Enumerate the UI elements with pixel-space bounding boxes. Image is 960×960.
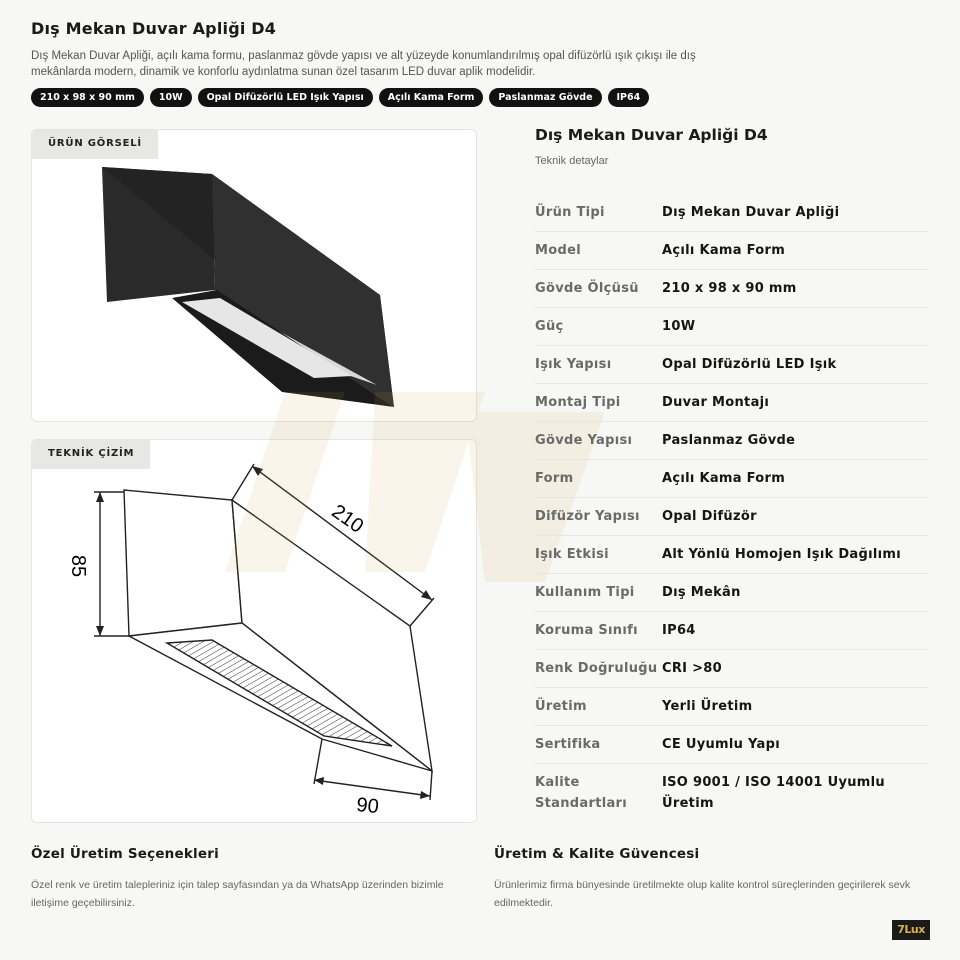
spec-row xyxy=(535,346,928,384)
dim-depth-line xyxy=(314,780,430,796)
tag-dimensions: 210 x 98 x 90 mm xyxy=(31,88,144,107)
drawing-side-face xyxy=(124,490,242,636)
spec-value: ISO 9001 / ISO 14001 Uyumlu Üretim xyxy=(662,775,885,811)
spec-row xyxy=(535,688,928,726)
spec-key: Renk Doğruluğu xyxy=(535,661,658,676)
spec-value: CRI >80 xyxy=(662,661,722,676)
tag-light: Opal Difüzörlü LED Işık Yapısı xyxy=(198,88,373,107)
brand-logo[interactable]: 7Lux xyxy=(892,920,930,940)
page-description: Dış Mekan Duvar Apliği, açılı kama formu, paslanmaz gövde yapısı ve alt yüzeyde konumlandırılmış opal difüzörlü ışık çıkışı ile dış mekânlarda modern, dinamik ve konforlu aydınlatma sunan özel tasarım LED duvar aplik modelidir. xyxy=(31,50,696,78)
tag-form: Açılı Kama Form xyxy=(379,88,484,107)
spec-key: Gövde Yapısı xyxy=(535,433,633,448)
spec-row xyxy=(535,612,928,650)
product-photo xyxy=(32,130,477,422)
spec-value: Dış Mekân xyxy=(662,585,741,600)
spec-value: Alt Yönlü Homojen Işık Dağılımı xyxy=(662,547,901,562)
spec-value: Açılı Kama Form xyxy=(662,243,786,258)
spec-value: IP64 xyxy=(662,623,696,638)
spec-value: 210 x 98 x 90 mm xyxy=(662,281,797,296)
spec-row xyxy=(535,764,928,822)
spec-value: Duvar Montajı xyxy=(662,395,770,410)
spec-key: Gövde Ölçüsü xyxy=(535,281,639,296)
spec-key: Işık Etkisi xyxy=(535,547,609,562)
dim-height-text: 85 xyxy=(67,554,89,578)
spec-row xyxy=(535,726,928,764)
spec-key: Ürün Tipi xyxy=(535,205,605,220)
spec-value: 10W xyxy=(662,319,696,334)
spec-value: Yerli Üretim xyxy=(662,699,753,714)
tag-body: Paslanmaz Gövde xyxy=(489,88,601,107)
spec-row xyxy=(535,232,928,270)
tag-ip: IP64 xyxy=(608,88,650,107)
spec-key: Kalite Standartları xyxy=(535,775,628,811)
spec-key: Montaj Tipi xyxy=(535,395,621,410)
spec-key: Form xyxy=(535,471,574,486)
page-title: Dış Mekan Duvar Apliği D4 xyxy=(31,19,277,38)
spec-key: Difüzör Yapısı xyxy=(535,509,640,524)
spec-row xyxy=(535,536,928,574)
spec-row xyxy=(535,574,928,612)
tag-power: 10W xyxy=(150,88,192,107)
spec-row xyxy=(535,270,928,308)
product-photo-panel xyxy=(31,129,477,422)
dim-length-text: 210 xyxy=(327,500,368,538)
spec-value: Paslanmaz Gövde xyxy=(662,433,796,448)
spec-value: CE Uyumlu Yapı xyxy=(662,737,780,752)
product-photo-label: ÜRÜN GÖRSELİ xyxy=(32,130,158,159)
specs-title: Dış Mekan Duvar Apliği D4 xyxy=(535,126,768,144)
dim-depth-text: 90 xyxy=(355,793,380,819)
spec-value: Opal Difüzör xyxy=(662,509,757,524)
custom-production-title: Özel Üretim Seçenekleri xyxy=(31,846,219,862)
spec-row xyxy=(535,650,928,688)
spec-row xyxy=(535,384,928,422)
custom-production-text: Özel renk ve üretim talepleriniz için talep sayfasından ya da WhatsApp üzerinden bizimle iletişime geçebilirsiniz. xyxy=(31,879,444,909)
specs-subtitle: Teknik detaylar xyxy=(535,155,609,167)
spec-row xyxy=(535,460,928,498)
technical-drawing-panel xyxy=(31,439,477,823)
tag-list xyxy=(31,88,649,107)
spec-value: Açılı Kama Form xyxy=(662,471,786,486)
spec-key: Koruma Sınıfı xyxy=(535,623,638,638)
spec-row xyxy=(535,422,928,460)
spec-key: Kullanım Tipi xyxy=(535,585,635,600)
spec-key: Sertifika xyxy=(535,737,601,752)
technical-drawing xyxy=(32,440,477,823)
spec-row xyxy=(535,194,928,232)
quality-text: Ürünlerimiz firma bünyesinde üretilmekte olup kalite kontrol süreçlerinden geçirilerek sevk edilmektedir. xyxy=(494,879,911,909)
spec-key: Güç xyxy=(535,319,564,334)
spec-value: Dış Mekan Duvar Apliği xyxy=(662,205,840,220)
quality-title: Üretim & Kalite Güvencesi xyxy=(494,846,700,862)
spec-key: Işık Yapısı xyxy=(535,357,612,372)
spec-row xyxy=(535,308,928,346)
specs-table xyxy=(535,194,928,822)
spec-key: Üretim xyxy=(535,699,587,714)
spec-value: Opal Difüzörlü LED Işık xyxy=(662,357,837,372)
spec-key: Model xyxy=(535,243,581,258)
technical-drawing-label: TEKNİK ÇİZİM xyxy=(32,440,150,469)
spec-row xyxy=(535,498,928,536)
